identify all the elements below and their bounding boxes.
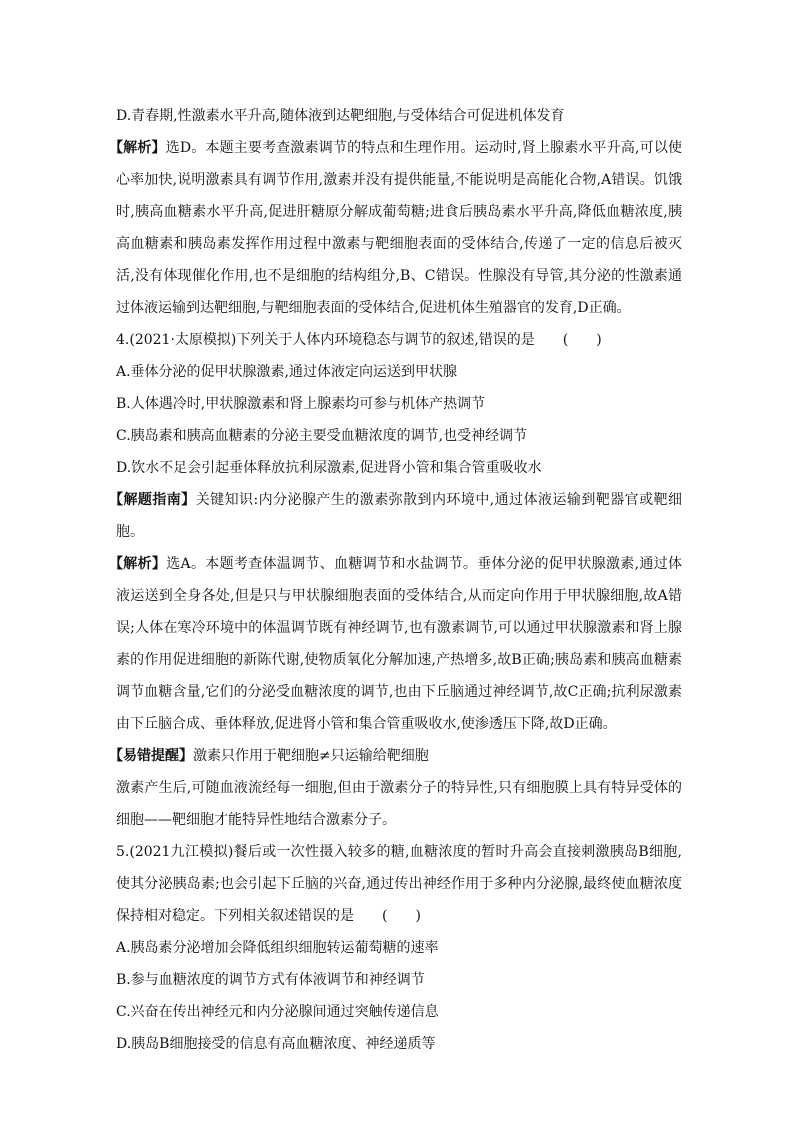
error-reminder-tag: 【易错提醒】 [109,748,193,764]
document-content [109,100,683,1060]
analysis-tag: 【解析】 [109,140,166,156]
paragraph-text: D.饮水不足会引起垂体释放抗利尿激素,促进肾小管和集合管重吸收水 [116,460,542,476]
paragraph-text: C.兴奋在传出神经元和内分泌腺间通过突触传递信息 [116,1004,439,1020]
analysis-q4 [109,548,683,740]
paragraph-text: 激素只作用于靶细胞≠只运输给靶细胞 [193,748,429,764]
paragraph-text: 选D。本题主要考查激素调节的特点和生理作用。运动时,肾上腺素水平升高,可以使心率加快,说明激素具有调节作用,激素并没有提供能量,不能说明是高能化合物,A错误。饥饿时,胰高血糖素水平升高,促进肝糖原分解成葡萄糖;进食后胰岛素水平升高,降低血糖浓度,胰高血糖素和胰岛素发挥作用过程中激素与靶细胞表面的受体结合,传递了一定的信息后被灭活,没有体现催化作用,也不是细胞的结构组分,B、C错误。性腺没有导管,其分泌的性激素通过体液运输到达靶细胞,与靶细胞表面的受体结合,促进机体生殖器官的发育,D正确。 [116,140,682,316]
solution-guide-tag: 【解题指南】 [109,492,196,508]
analysis-tag: 【解析】 [109,556,167,572]
paragraph-text: 4.(2021·太原模拟)下列关于人体内环境稳态与调节的叙述,错误的是 ( ) [116,332,602,348]
option-c-q5 [116,996,682,1028]
paragraph-text: C.胰岛素和胰高血糖素的分泌主要受血糖浓度的调节,也受神经调节 [116,428,528,444]
paragraph-text: 关键知识:内分泌腺产生的激素弥散到内环境中,通过体液运输到靶器官或靶细胞。 [116,492,683,540]
paragraph-text: A.垂体分泌的促甲状腺激素,通过体液定向运送到甲状腺 [116,364,458,380]
question-4 [116,324,682,356]
paragraph-text: 激素产生后,可随血液流经每一细胞,但由于激素分子的特异性,只有细胞膜上具有特异受体的细胞——靶细胞才能特异性地结合激素分子。 [116,780,682,828]
option-a-q5 [116,932,682,964]
analysis-q3 [109,132,682,324]
paragraph-text: B.人体遇冷时,甲状腺激素和肾上腺素均可参与机体产热调节 [116,396,486,412]
paragraph-text: 选A。本题考查体温调节、血糖调节和水盐调节。垂体分泌的促甲状腺激素,通过体液运送到全身各处,但是只与甲状腺细胞表面的受体结合,从而定向作用于甲状腺细胞,故A错误;人体在寒冷环境中的体温调节既有神经调节,也有激素调节,可以通过甲状腺激素和肾上腺素的作用促进细胞的新陈代谢,使物质氧化分解加速,产热增多,故B正确;胰岛素和胰高血糖素调节血糖含量,它们的分泌受血糖浓度的调节,也由下丘脑通过神经调节,故C正确;抗利尿激素由下丘脑合成、垂体释放,促进肾小管和集合管重吸收水,使渗透压下降,故D正确。 [116,556,683,732]
option-d-q4 [116,452,682,484]
paragraph-text: 5.(2021九江模拟)餐后或一次性摄入较多的糖,血糖浓度的暂时升高会直接刺激胰岛B细胞,使其分泌胰岛素;也会引起下丘脑的兴奋,通过传出神经作用于多种内分泌腺,最终使血糖浓度保持相对稳定。下列相关叙述错误的是 ( ) [116,844,682,924]
error-reminder-body [116,772,682,836]
question-5 [116,836,682,932]
option-b-q5 [116,964,682,996]
paragraph-text: B.参与血糖浓度的调节方式有体液调节和神经调节 [116,972,425,988]
paragraph-text: A.胰岛素分泌增加会降低组织细胞转运葡萄糖的速率 [116,940,439,956]
option-d-q5 [116,1028,682,1060]
option-b-q4 [116,388,682,420]
solution-guide-q4 [109,484,683,548]
option-c-q4 [116,420,682,452]
paragraph-text: D.胰岛B细胞接受的信息有高血糖浓度、神经递质等 [116,1036,436,1052]
error-reminder-q4 [109,740,682,772]
option-a-q4 [116,356,682,388]
option-d-q3 [116,100,682,132]
paragraph-text: D.青春期,性激素水平升高,随体液到达靶细胞,与受体结合可促进机体发育 [116,108,565,124]
